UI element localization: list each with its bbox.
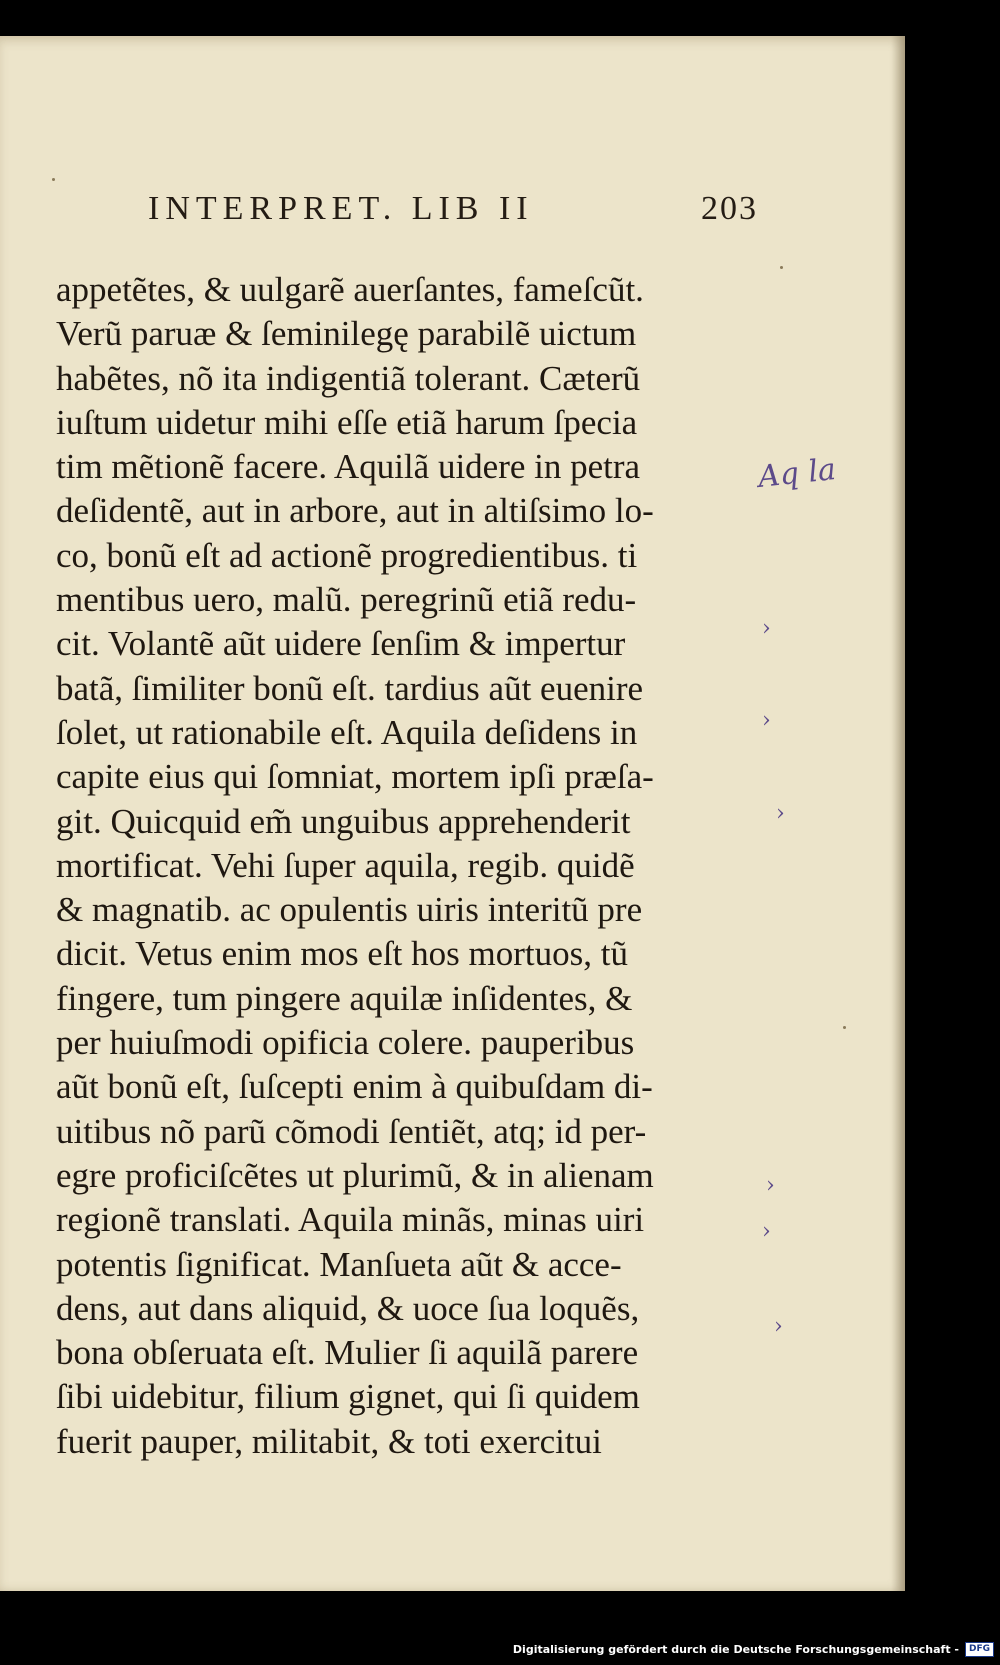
text-line: git. Quicquid em̃ unguibus apprehenderit	[56, 801, 631, 841]
paper-speck	[843, 1026, 846, 1029]
text-line: batã, ſimiliter bonũ eſt. tardius aũt euenire	[56, 668, 644, 708]
footer-credit: Digitalisierung gefördert durch die Deutsche Forschungsgemeinschaft -	[512, 1642, 959, 1656]
text-line: potentis ſignificat. Manſueta aũt & acce-	[56, 1244, 622, 1284]
marginal-mark: ›	[762, 1219, 771, 1244]
paper-speck	[780, 266, 783, 269]
text-line: appetẽtes, & uulgarẽ auerſantes, fameſcũt.	[56, 270, 644, 309]
marginal-mark: ›	[762, 708, 771, 733]
marginal-mark: ›	[776, 801, 785, 826]
marginal-mark: ›	[774, 1314, 783, 1339]
marginal-mark: ›	[766, 1173, 775, 1198]
body-text	[56, 268, 776, 1464]
text-line: egre proficiſcẽtes ut plurimũ, & in alienam	[56, 1155, 654, 1195]
running-head-title: INTERPRET. LIB II	[148, 190, 534, 227]
text-line: uitibus nõ parũ cõmodi ſentiẽt, atq; id per-	[56, 1111, 647, 1151]
text-line: fingere, tum pingere aquilæ inſidentes, &	[56, 978, 633, 1018]
running-head	[148, 190, 758, 240]
text-line: mortificat. Vehi ſuper aquila, regib. quidẽ	[56, 845, 635, 885]
paper-speck	[52, 178, 55, 181]
text-line: tim mẽtionẽ facere. Aquilã uidere in petra	[56, 447, 641, 487]
book-page	[0, 36, 905, 1591]
text-line: aũt bonũ eſt, ſuſcepti enim à quibuſdam di-	[56, 1067, 653, 1107]
text-line: ſibi uidebitur, filium gignet, qui ſi quidem	[56, 1377, 640, 1417]
text-line: co, bonũ eſt ad actionẽ progredientibus. ti	[56, 535, 638, 575]
text-line: per huiuſmodi opificia colere. pauperibus	[56, 1023, 635, 1063]
text-line: cit. Volantẽ aũt uidere ſenſim & impertur	[56, 624, 626, 664]
text-line: mentibus uero, malũ. peregrinũ etiã redu-	[56, 580, 637, 620]
digitization-footer	[513, 1637, 994, 1661]
text-line: habẽtes, nõ ita indigentiã tolerant. Cæterũ	[56, 358, 641, 398]
text-line: fuerit pauper, militabit, & toti exercitui	[56, 1421, 602, 1461]
text-line: capite eius qui ſomniat, mortem ipſi præſa-	[56, 757, 654, 797]
text-line: iuſtum uidetur mihi eſſe etiã harum ſpecia	[56, 402, 638, 442]
marginal-mark: ›	[762, 616, 771, 641]
text-line: dicit. Vetus enim mos eſt hos mortuos, tũ	[56, 934, 628, 974]
text-line: regionẽ translati. Aquila minãs, minas uiri	[56, 1200, 645, 1240]
text-line: deſidentẽ, aut in arbore, aut in altiſsimo lo-	[56, 491, 654, 531]
text-line: ſolet, ut rationabile eſt. Aquila deſidens in	[56, 712, 638, 752]
text-line: dens, aut dans aliquid, & uoce ſua loquẽs,	[56, 1288, 640, 1328]
text-line: & magnatib. ac opulentis uiris interitũ pre	[56, 890, 643, 930]
page-number: 203	[701, 190, 758, 227]
marginal-note: Aq la	[756, 452, 838, 495]
dfg-logo-icon: DFG	[965, 1642, 994, 1657]
text-line: bona obſeruata eſt. Mulier ſi aquilã parere	[56, 1333, 639, 1373]
text-line: Verũ paruæ & ſeminilegę parabilẽ uictum	[56, 314, 637, 354]
